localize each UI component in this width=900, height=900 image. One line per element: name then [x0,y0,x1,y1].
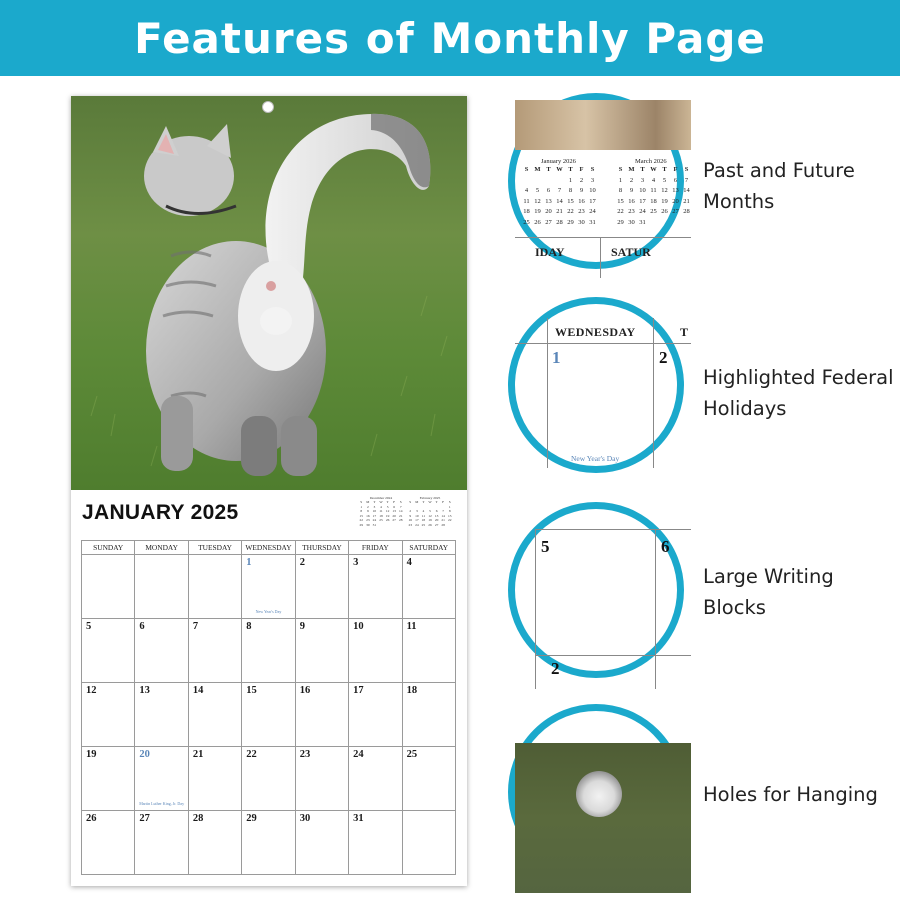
day-number: 6 [139,621,145,632]
day-number: 6 [661,537,670,556]
mini-day: 1 [448,504,451,509]
mini-day: 24 [589,208,596,215]
mini-day: 27 [392,518,396,523]
grid-line [655,529,656,689]
mini-day: 3 [415,509,418,514]
mini-calendar-previous [358,496,404,534]
weekday-wednesday: WEDNESDAY [555,325,636,339]
mini-day: 31 [589,218,596,226]
mini-day: 6 [673,176,678,184]
cat-photo [71,96,467,490]
mini-day: 28 [398,518,403,523]
day-number: 3 [353,557,359,568]
mini-day: 25 [523,218,530,226]
day-cell [242,747,295,811]
day-number: 31 [353,813,364,824]
mini-day: 12 [385,509,390,514]
holiday-day-number: 1 [552,348,561,367]
day-cell [189,683,242,747]
weekday-sunday: SUNDAY [82,541,135,555]
mini-day: 6 [393,504,395,509]
mini-day: 15 [617,197,624,205]
day-cell [242,619,295,683]
grid-line [535,655,691,656]
mini-day: 18 [523,208,530,215]
calendar-page [71,96,467,886]
weekday-band [515,237,691,277]
day-number: 2 [551,659,560,678]
mini-day: 20 [545,208,552,215]
day-cell [296,747,349,811]
mini-day [378,523,385,528]
day-number: 29 [246,813,257,824]
mini-day [532,176,543,187]
day-cell [82,747,135,811]
day-cells [82,555,456,875]
grid-line [535,529,536,689]
weekday-header-row [82,541,456,555]
mini-weekday: T [386,500,389,504]
mini-weekday: T [546,166,551,173]
mini-calendar-next [407,496,453,534]
mini-day: 30 [366,522,370,527]
day-number: 14 [192,685,204,696]
mini-day: 25 [650,208,657,215]
mini-day: 21 [683,197,690,205]
day-number: 21 [192,749,204,760]
mini-calendar-march-2026 [615,158,692,228]
mini-weekday: S [399,500,402,504]
day-cell [189,811,242,875]
day-cell [242,811,295,875]
mini-day: 8 [360,509,363,514]
mini-day: 29 [567,218,574,226]
mini-day: 26 [661,208,668,215]
mini-day: 17 [639,197,646,205]
mini-day: 4 [380,504,382,509]
mini-day: 7 [684,176,689,184]
photo-strip [515,100,691,150]
weekday-header [515,318,691,344]
mini-day: 18 [650,197,657,205]
mini-weekday: S [409,500,412,504]
mini-weekday: M [534,166,541,173]
mini-day: 10 [589,187,596,194]
mini-weekday: S [360,500,363,504]
mini-day: 17 [372,513,377,518]
mini-day: 5 [429,509,431,514]
zoom-federal-holidays [508,297,689,473]
mini-day: 22 [567,208,574,215]
mini-day: 8 [618,187,623,194]
header-banner [0,0,900,76]
mini-weekday: T [568,166,573,173]
day-cell [403,811,456,875]
mini-day: 22 [617,208,624,215]
mini-day: 15 [567,197,574,205]
feature-label-holidays: Highlighted Federal Holidays [703,366,894,420]
day-number: 25 [406,749,418,760]
mini-day: 25 [421,522,426,527]
mini-weekday: F [579,166,584,173]
day-number: 2 [299,557,305,568]
mini-day [397,523,404,528]
mini-day: 2 [366,504,369,509]
day-number: 15 [246,685,257,696]
mini-day: 21 [441,518,445,523]
mini-day: 8 [448,509,451,514]
mini-day: 14 [556,197,563,205]
mini-day: 24 [372,518,377,523]
mini-day [391,523,398,528]
mini-day: 11 [379,509,383,514]
day-number: 23 [299,749,311,760]
mini-weekday: S [524,166,529,173]
mini-day: 21 [398,513,403,518]
mini-day: 5 [662,176,667,184]
mini-day: 29 [359,522,364,527]
day-number: 10 [353,621,364,632]
mini-weekday: W [556,166,563,173]
column-divider [547,318,548,468]
mini-day: 6 [435,509,438,514]
day-cell [135,619,188,683]
mini-day: 16 [578,197,585,205]
weekday-saturday: SATURDAY [403,541,456,555]
mini-day: 10 [639,187,646,194]
grid-line [535,529,691,530]
zoom-hanging-holes [508,704,684,880]
mini-day: 31 [372,522,377,527]
mini-day: 22 [359,518,364,523]
mini-weekday: M [628,166,635,173]
mini-day: 23 [578,208,585,215]
day-number: 20 [139,749,150,760]
mini-calendar-title: January 2026 [541,158,576,165]
mini-day: 24 [639,208,646,215]
day-cell [403,747,456,811]
hanging-hole-closeup [576,771,622,817]
day-number: 22 [246,749,257,760]
mini-day: 6 [546,187,551,194]
day-cell [403,619,456,683]
mini-weekday: T [662,166,667,173]
mini-weekday: T [373,500,376,504]
mini-day: 3 [590,176,595,184]
mini-day: 9 [579,187,584,194]
mini-weekday: W [379,500,383,504]
day-cell [242,555,295,619]
mini-day: 9 [409,513,412,518]
day-cell [82,619,135,683]
day-cell [82,555,135,619]
mini-day: 11 [523,197,530,205]
mini-day: 15 [447,513,452,518]
mini-day: 16 [408,518,413,523]
day-cell [296,683,349,747]
day-number: 1 [246,557,252,568]
day-cell [189,619,242,683]
mini-day: 11 [421,513,426,518]
mini-day: 18 [421,518,426,523]
mini-day: 1 [618,176,623,184]
mini-day: 20 [434,518,439,523]
month-title: JANUARY 2025 [82,501,239,524]
mini-day: 26 [428,522,432,527]
day-cell [296,619,349,683]
weekday-wednesday: WEDNESDAY [242,541,295,555]
day-cell [403,683,456,747]
page-title: Features of Monthly Page [134,13,766,63]
mini-weekday: F [442,500,445,504]
mini-day: 19 [428,518,432,523]
day-cell [349,811,402,875]
day-cell [135,683,188,747]
mini-day: 28 [556,218,563,226]
day-cell [82,683,135,747]
feature-label-writing-blocks: Large Writing Blocks [703,565,834,619]
weekday-fragment-left: IDAY [535,245,565,259]
mini-weekday: T [640,166,645,173]
mini-day: 17 [415,518,419,523]
mini-weekday: S [448,500,451,504]
day-cell [242,683,295,747]
mini-day: 24 [415,522,419,527]
zoom-writing-blocks [508,502,684,678]
mini-day: 14 [683,187,690,194]
mini-day: 16 [628,197,635,205]
zoom-past-future-months [508,93,690,269]
mini-day: 30 [578,218,585,226]
day-number: 27 [139,813,150,824]
mini-day: 15 [359,513,364,518]
mini-day [521,176,532,187]
mini-day: 17 [589,197,596,205]
mini-weekday: M [415,500,419,504]
mini-day: 19 [534,208,541,215]
weekday-fragment: T [680,325,689,339]
day-number: 12 [86,685,97,696]
holiday-label: New Year's Day [255,609,282,614]
mini-calendar-title: February 2025 [419,496,441,500]
day-number: 5 [541,537,550,556]
mini-day: 22 [447,518,452,523]
day-cell [135,555,188,619]
mini-weekday: T [435,500,438,504]
mini-day: 3 [373,504,376,509]
day-number: 4 [406,557,412,568]
weekday-monday: MONDAY [135,541,188,555]
day-number: 7 [192,621,199,632]
hanging-hole [262,101,274,113]
day-cell [403,555,456,619]
column-divider [600,238,601,278]
mini-day: 13 [392,509,396,514]
day-cell [82,811,135,875]
day-number: 13 [139,685,150,696]
day-number: 2 [659,348,668,367]
mini-day: 7 [442,509,444,514]
photo-background [515,743,691,893]
weekday-friday: FRIDAY [349,541,402,555]
mini-day: 5 [535,187,540,194]
mini-weekday: W [650,166,657,173]
mini-day: 13 [672,187,679,194]
month-grid [81,540,456,875]
mini-day: 5 [386,504,389,509]
day-number: 19 [86,749,97,760]
day-number: 24 [353,749,364,760]
mini-day: 19 [661,197,668,205]
mini-day: 20 [392,513,396,518]
day-number: 9 [299,621,305,632]
mini-day: 13 [545,197,552,205]
feature-label-hanging: Holes for Hanging [703,783,878,806]
mini-day: 12 [428,513,432,518]
mini-day: 7 [399,504,402,509]
day-number: 5 [86,621,92,632]
day-number: 30 [299,813,311,824]
mini-day [554,176,565,187]
mini-day: 2 [579,176,584,184]
mini-day: 14 [398,509,403,514]
day-cell [189,747,242,811]
mini-day: 1 [568,176,573,184]
mini-day: 2 [409,509,412,514]
day-cell [189,555,242,619]
day-number: 11 [406,621,417,632]
mini-day: 19 [385,513,390,518]
mini-calendar-grid [407,500,453,528]
day-cell [135,811,188,875]
mini-day: 13 [434,513,439,518]
mini-day: 11 [650,187,657,194]
mini-day: 1 [360,504,363,509]
mini-day: 4 [651,176,656,184]
mini-day: 10 [415,513,419,518]
mini-day [543,176,554,187]
mini-day: 28 [683,208,690,215]
mini-calendar-january-2026 [521,158,598,228]
weekday-fragment-right: SATUR [611,245,651,259]
mini-day: 18 [379,513,383,518]
day-number: 26 [86,813,97,824]
mini-day: 27 [434,522,439,527]
day-cell [349,747,402,811]
mini-day: 23 [628,208,635,215]
mini-day: 27 [672,208,679,215]
weekday-thursday: THURSDAY [296,541,349,555]
day-number: 18 [406,685,418,696]
mini-day: 2 [629,176,634,184]
mini-day: 26 [385,518,390,523]
weekday-tuesday: TUESDAY [189,541,242,555]
mini-weekday: W [428,500,432,504]
mini-day: 31 [639,218,646,226]
mini-day: 14 [441,513,445,518]
mini-weekday: F [393,500,396,504]
mini-day: 25 [379,518,383,523]
day-number: 28 [192,813,204,824]
mini-calendar-grid [358,500,404,528]
mini-day: 10 [372,509,377,514]
mini-weekday: F [673,166,678,173]
day-cell [349,555,402,619]
mini-weekday: S [590,166,595,173]
day-cell [296,555,349,619]
day-number: 17 [353,685,364,696]
day-cell [349,683,402,747]
mini-day: 9 [366,509,369,514]
mini-calendar-title: March 2026 [635,158,667,165]
mini-calendar-grid [615,165,692,228]
mini-day: 30 [628,218,635,226]
mini-day: 8 [568,187,573,194]
holiday-label: Martin Luther King, Jr. Day [139,801,185,806]
feature-label-past-future: Past and Future Months [703,159,855,213]
mini-day: 3 [640,176,645,184]
holiday-label: New Year's Day [571,454,620,463]
mini-weekday: S [684,166,689,173]
mini-day: 28 [441,522,445,527]
day-cell [349,619,402,683]
day-cell [296,811,349,875]
mini-day: 7 [557,187,562,194]
mini-calendar-grid [521,165,598,228]
mini-day: 23 [408,522,413,527]
day-cell [135,747,188,811]
mini-day: 16 [366,513,370,518]
mini-day: 20 [672,197,679,205]
mini-day: 12 [661,187,668,194]
mini-day: 12 [534,197,541,205]
mini-weekday: S [618,166,623,173]
mini-day: 29 [617,218,624,226]
mini-day: 4 [422,509,425,514]
column-divider [653,318,654,468]
mini-day: 23 [366,518,370,523]
mini-calendar-title: December 2024 [369,496,393,500]
mini-day: 21 [556,208,563,215]
day-number: 16 [299,685,311,696]
mini-weekday: T [422,500,425,504]
day-number: 8 [246,621,252,632]
mini-day: 9 [629,187,634,194]
mini-day: 4 [524,187,529,194]
mini-weekday: M [366,500,370,504]
mini-day: 26 [534,218,541,226]
cat-illustration [71,96,467,490]
mini-day: 27 [545,218,552,226]
